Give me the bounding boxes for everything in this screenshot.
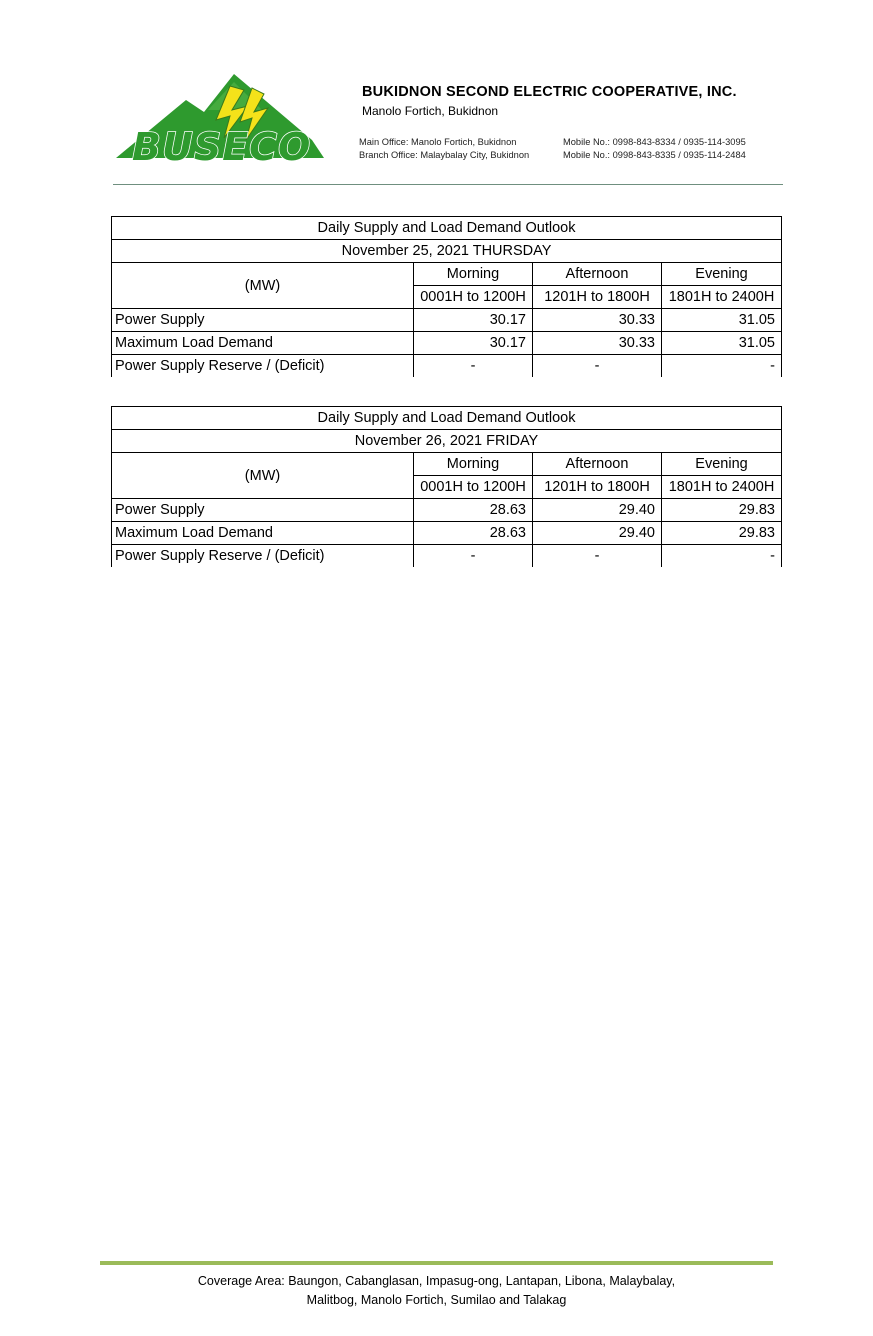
buseco-logo (112, 66, 344, 166)
period-header: Morning (414, 263, 533, 286)
table-date: November 26, 2021 FRIDAY (112, 430, 782, 453)
period-header: Evening (662, 453, 782, 476)
row-label: Power Supply (112, 499, 414, 522)
office-contacts (359, 136, 746, 162)
outlook-table-friday (111, 406, 782, 567)
table-title: Daily Supply and Load Demand Outlook (112, 217, 782, 240)
cell-value: 30.17 (414, 309, 533, 332)
main-office-row (359, 136, 746, 149)
row-label: Maximum Load Demand (112, 332, 414, 355)
unit-header: (MW) (112, 263, 414, 309)
cell-value: - (533, 355, 662, 378)
office-name: Branch Office: Malaybalay City, Bukidnon (359, 150, 530, 160)
cell-value: - (533, 545, 662, 568)
cell-value: 31.05 (662, 332, 782, 355)
row-label: Power Supply Reserve / (Deficit) (112, 545, 414, 568)
office-mobile: Mobile No.: 0998-843-8335 / 0935-114-2484 (563, 150, 746, 160)
branch-office-row (359, 149, 746, 162)
period-header: Afternoon (533, 263, 662, 286)
cell-value: 29.83 (662, 499, 782, 522)
coverage-line: Malitbog, Manolo Fortich, Sumilao and Talakag (306, 1293, 567, 1307)
coverage-line: Coverage Area: Baungon, Cabanglasan, Impasug-ong, Lantapan, Libona, Malaybalay, (197, 1274, 676, 1288)
outlook-table-thursday (111, 216, 782, 377)
unit-header: (MW) (112, 453, 414, 499)
table-date: November 25, 2021 THURSDAY (112, 240, 782, 263)
table-row (112, 499, 782, 522)
coverage-area (100, 1272, 773, 1310)
period-range: 1801H to 2400H (662, 286, 782, 309)
table-row (112, 332, 782, 355)
row-label: Power Supply Reserve / (Deficit) (112, 355, 414, 378)
cell-value: 28.63 (414, 499, 533, 522)
table-row (112, 355, 782, 378)
period-header: Afternoon (533, 453, 662, 476)
org-address: Manolo Fortich, Bukidnon (362, 104, 499, 118)
table-row (112, 545, 782, 568)
cell-value: 28.63 (414, 522, 533, 545)
period-header: Evening (662, 263, 782, 286)
row-label: Maximum Load Demand (112, 522, 414, 545)
office-mobile: Mobile No.: 0998-843-8334 / 0935-114-3095 (563, 137, 746, 147)
cell-value: 31.05 (662, 309, 782, 332)
cell-value: 29.40 (533, 499, 662, 522)
cell-value: 30.17 (414, 332, 533, 355)
cell-value: 29.40 (533, 522, 662, 545)
footer-divider (100, 1261, 773, 1265)
table-row (112, 522, 782, 545)
table-row (112, 309, 782, 332)
period-range: 0001H to 1200H (414, 476, 533, 499)
period-range: 1801H to 2400H (662, 476, 782, 499)
cell-value: - (414, 545, 533, 568)
letterhead (108, 62, 784, 172)
cell-value: - (662, 545, 782, 568)
period-header: Morning (414, 453, 533, 476)
office-name: Main Office: Manolo Fortich, Bukidnon (359, 137, 517, 147)
cell-value: - (662, 355, 782, 378)
cell-value: 29.83 (662, 522, 782, 545)
cell-value: 30.33 (533, 309, 662, 332)
header-divider (113, 184, 783, 185)
period-range: 1201H to 1800H (533, 476, 662, 499)
period-range: 0001H to 1200H (414, 286, 533, 309)
cell-value: - (414, 355, 533, 378)
table-title: Daily Supply and Load Demand Outlook (112, 407, 782, 430)
logo-text: BUSECO (132, 125, 312, 166)
row-label: Power Supply (112, 309, 414, 332)
org-name: BUKIDNON SECOND ELECTRIC COOPERATIVE, INC. (362, 84, 737, 100)
cell-value: 30.33 (533, 332, 662, 355)
period-range: 1201H to 1800H (533, 286, 662, 309)
